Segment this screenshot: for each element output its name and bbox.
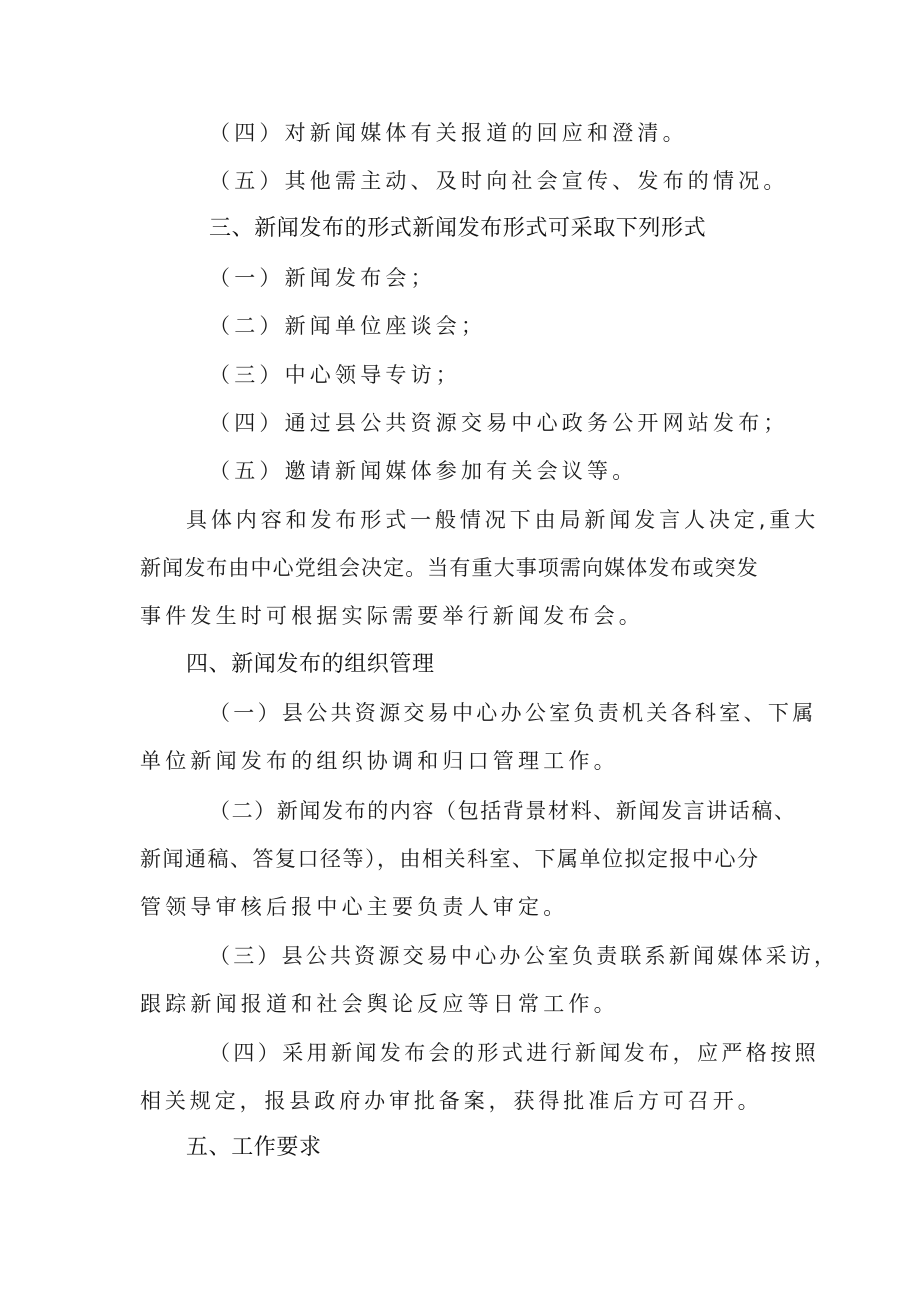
section-five-heading: 五、工作要求 [186,1135,322,1160]
management-item-two-line-1: （二）新闻发布的内容（包括背景材料、新闻发言讲话稿、 [209,799,797,823]
item-five-other-publicity: （五）其他需主动、及时向社会宣传、发布的情况。 [209,169,789,193]
section-four-heading: 四、新闻发布的组织管理 [186,652,435,677]
form-item-three: （三）中心领导专访； [209,363,461,387]
paragraph-decision-line-2: 新闻发布由中心党组会决定。当有重大事项需向媒体发布或突发 [140,556,759,580]
management-item-two-line-3: 管领导审核后报中心主要负责人审定。 [140,895,569,919]
management-item-one-line-1: （一）县公共资源交易中心办公室负责机关各科室、下属 [209,701,817,725]
paragraph-decision-line-3: 事件发生时可根据实际需要举行新闻发布会。 [140,604,644,628]
management-item-four-line-2: 相关规定，报县政府办审批备案，获得批准后方可召开。 [140,1089,763,1113]
form-item-two: （二）新闻单位座谈会； [209,314,487,338]
form-item-five: （五）邀请新闻媒体参加有关会议等。 [209,459,638,483]
form-item-four: （四）通过县公共资源交易中心政务公开网站发布； [209,411,789,435]
management-item-two-line-2: 新闻通稿、答复口径等），由相关科室、下属单位拟定报中心分 [140,847,760,871]
management-item-three-line-1: （三）县公共资源交易中心办公室负责联系新闻媒体采访， [209,944,839,968]
management-item-one-line-2: 单位新闻发布的组织协调和归口管理工作。 [140,749,619,773]
section-three-heading: 三、新闻发布的形式新闻发布形式可采取下列形式 [209,216,707,241]
management-item-four-line-1: （四）采用新闻发布会的形式进行新闻发布，应严格按照 [209,1041,819,1065]
management-item-three-line-2: 跟踪新闻报道和社会舆论反应等日常工作。 [140,992,619,1016]
item-four-media-response: （四）对新闻媒体有关报道的回应和澄清。 [209,121,688,145]
paragraph-decision-line-1: 具体内容和发布形式一般情况下由局新闻发言人决定,重大 [186,508,820,532]
form-item-one: （一）新闻发布会； [209,266,436,290]
